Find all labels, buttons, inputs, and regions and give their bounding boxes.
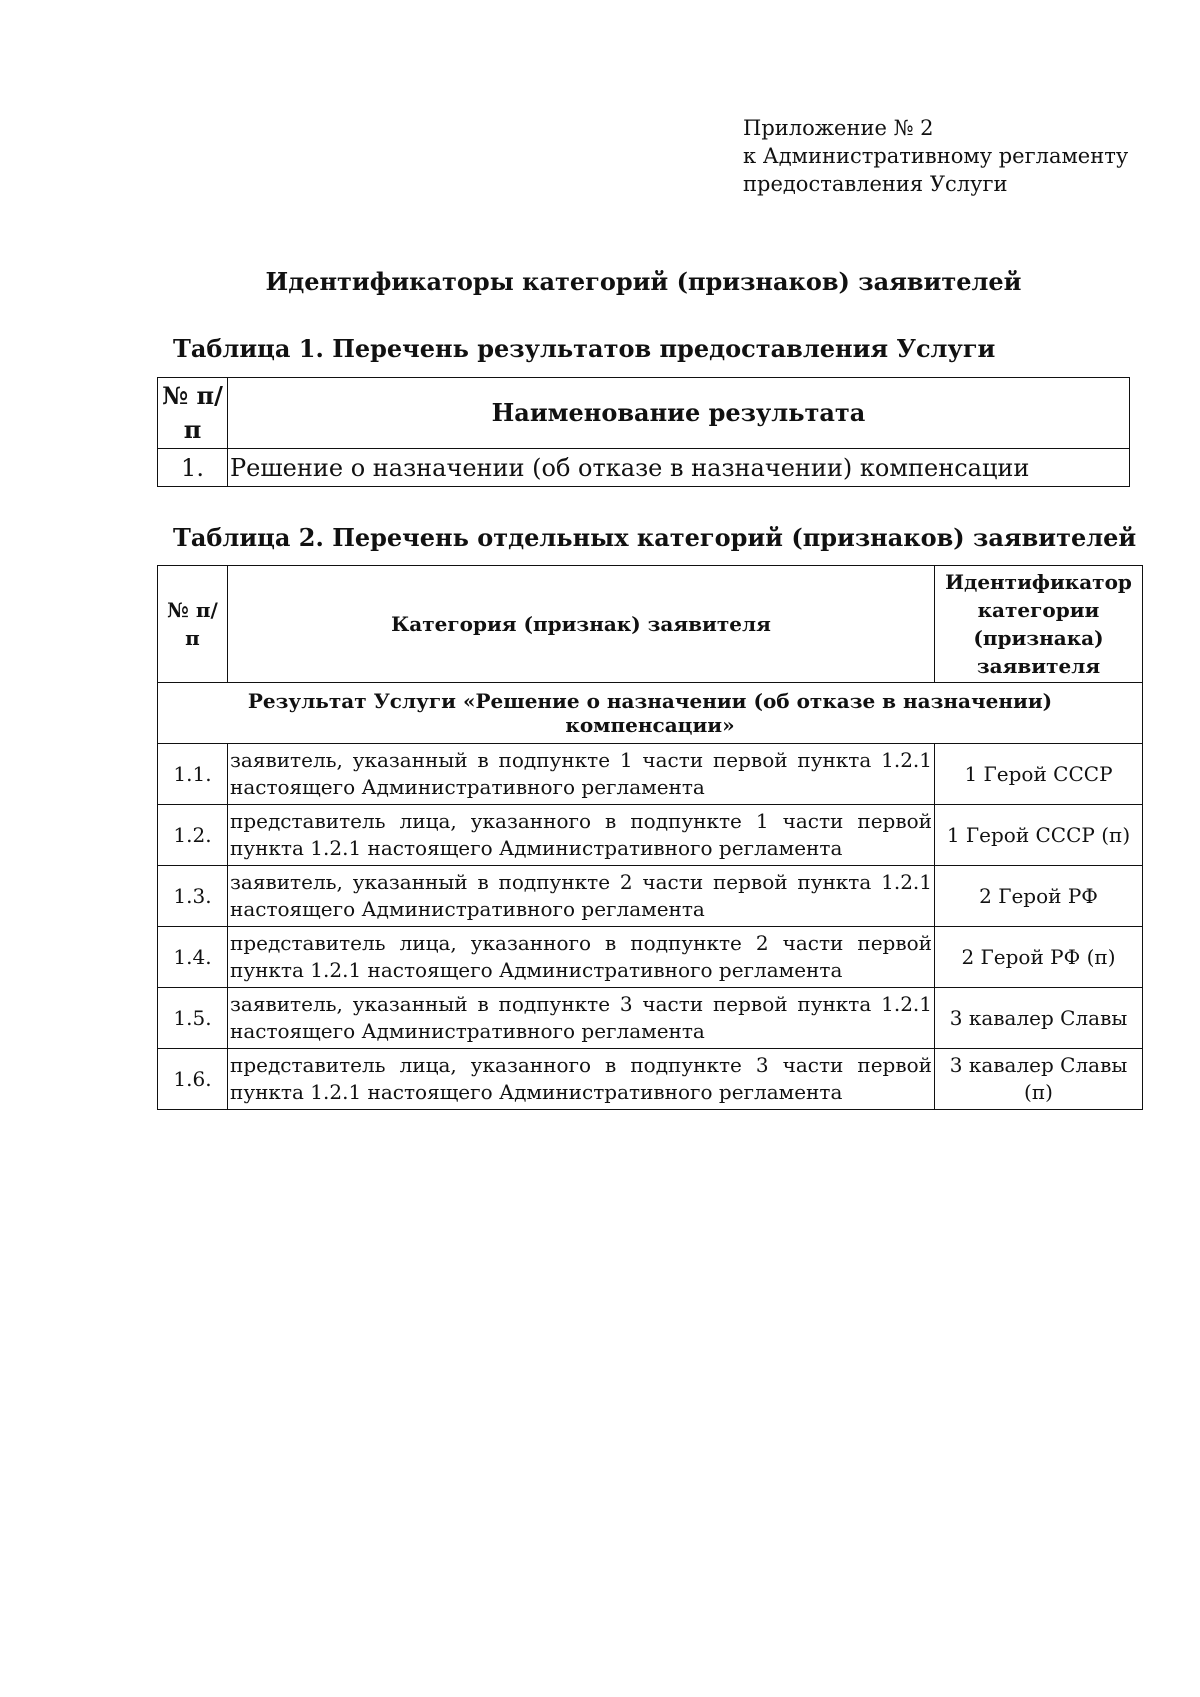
row-number: 1.2.	[158, 805, 228, 866]
column-header-number: № п/п	[158, 566, 228, 683]
row-number: 1.	[158, 449, 228, 487]
table-row	[158, 1049, 1143, 1110]
table-header-row	[158, 566, 1143, 683]
result-name: Решение о назначении (об отказе в назначении) компенсации	[228, 449, 1130, 487]
row-number: 1.6.	[158, 1049, 228, 1110]
category-description: заявитель, указанный в подпункте 1 части первой пункта 1.2.1 настоящего Административного регламента	[228, 744, 935, 805]
row-number: 1.4.	[158, 927, 228, 988]
category-description: представитель лица, указанного в подпункте 1 части первой пункта 1.2.1 настоящего Административного регламента	[228, 805, 935, 866]
column-header-identifier: Идентификатор категории (признака) заявителя	[935, 566, 1143, 683]
category-identifier: 3 кавалер Славы (п)	[935, 1049, 1143, 1110]
table-row	[158, 988, 1143, 1049]
column-header-category: Категория (признак) заявителя	[228, 566, 935, 683]
category-description: представитель лица, указанного в подпункте 3 части первой пункта 1.2.1 настоящего Административного регламента	[228, 1049, 935, 1110]
appendix-line: Приложение № 2	[743, 116, 934, 140]
table-row	[158, 744, 1143, 805]
section-row	[158, 683, 1143, 744]
row-number: 1.3.	[158, 866, 228, 927]
category-description: заявитель, указанный в подпункте 3 части первой пункта 1.2.1 настоящего Административного регламента	[228, 988, 935, 1049]
table-row	[158, 866, 1143, 927]
categories-table	[157, 565, 1143, 1110]
row-number: 1.1.	[158, 744, 228, 805]
table1-caption: Таблица 1. Перечень результатов предоставления Услуги	[173, 334, 996, 363]
document-title: Идентификаторы категорий (признаков) заявителей	[265, 267, 1022, 296]
table-row	[158, 927, 1143, 988]
table-row	[158, 805, 1143, 866]
category-identifier: 2 Герой РФ (п)	[935, 927, 1143, 988]
column-header-number: № п/п	[158, 378, 228, 449]
table-row	[158, 449, 1130, 487]
table-header-row	[158, 378, 1130, 449]
section-heading: Результат Услуги «Решение о назначении (об отказе в назначении) компенсации»	[158, 683, 1143, 744]
results-table	[157, 377, 1130, 487]
category-identifier: 2 Герой РФ	[935, 866, 1143, 927]
appendix-line: предоставления Услуги	[743, 172, 1008, 196]
category-description: заявитель, указанный в подпункте 2 части первой пункта 1.2.1 настоящего Административного регламента	[228, 866, 935, 927]
appendix-reference	[743, 114, 1128, 198]
table2-caption: Таблица 2. Перечень отдельных категорий (признаков) заявителей	[173, 523, 1137, 552]
appendix-line: к Административному регламенту	[743, 144, 1129, 168]
category-identifier: 1 Герой СССР	[935, 744, 1143, 805]
category-identifier: 1 Герой СССР (п)	[935, 805, 1143, 866]
column-header-result-name: Наименование результата	[228, 378, 1130, 449]
row-number: 1.5.	[158, 988, 228, 1049]
category-description: представитель лица, указанного в подпункте 2 части первой пункта 1.2.1 настоящего Административного регламента	[228, 927, 935, 988]
category-identifier: 3 кавалер Славы	[935, 988, 1143, 1049]
